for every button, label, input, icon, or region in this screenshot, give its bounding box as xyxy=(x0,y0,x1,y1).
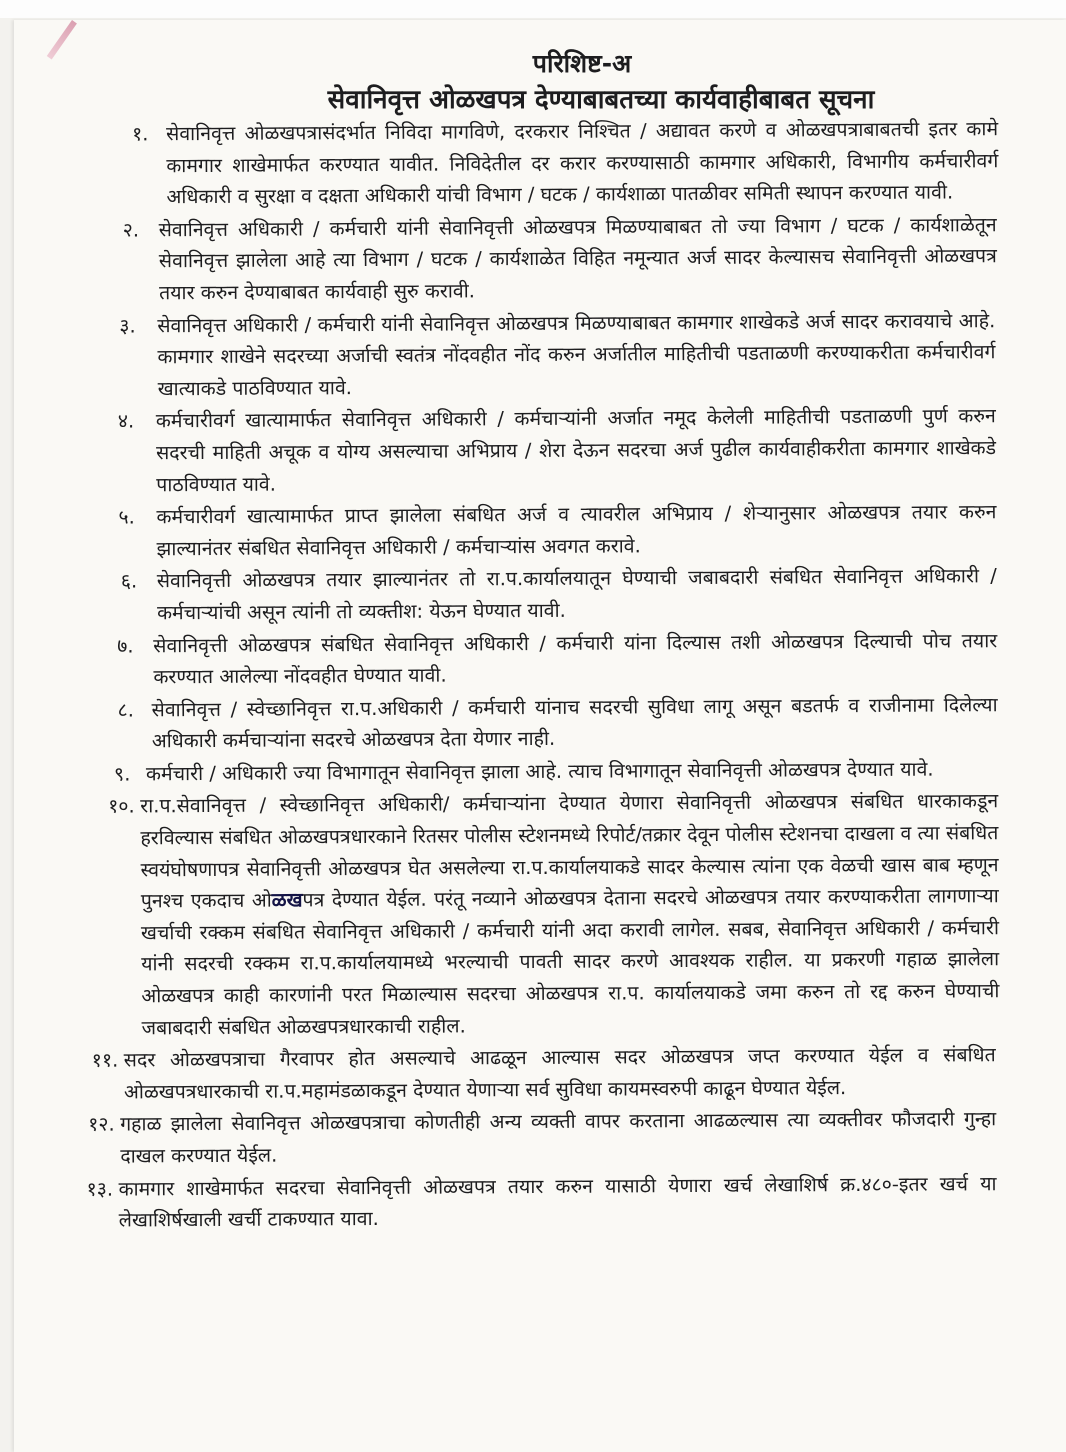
main-title: सेवानिवृत्त ओळखपत्र देण्याबाबतच्या कार्यवाहीबाबत सूचना xyxy=(327,85,875,115)
item-number: ८. xyxy=(117,698,135,722)
list-item xyxy=(3,624,1066,694)
page-top-edge xyxy=(0,0,1066,18)
item-text-part: रा.प.सेवानिवृत्त / स्वेच्छानिवृत्त अधिकारी/ कर्मचाऱ्यांना देण्यात येणारा सेवानिवृत्ती ओळखपत्र संबधित धारकाकडून हरविल्यास संबधित ओळखपत्रधारकाने रितसर पोलीस स्टेशनमध्ये रिपोर्ट/तक्रार देवून पोलीस स्टेशनचा दाखला व त्या संबधित स्वयंघोषणापत्र सेवानिवृत्ती ओळखपत्र घेत असलेल्या रा.प.कार्यालयाकडे सादर केल्यास त्यांना एक वेळची खास बाब म्हणून पुनश्च एकदाच ओ xyxy=(140,789,999,913)
appendix-title: परिशिष्ट-अ xyxy=(532,49,632,78)
list-item xyxy=(4,688,1066,758)
item-text: सदर ओळखपत्राचा गैरवापर होत असल्याचे आढळून आल्यास सदर ओळखपत्र जप्त करण्यात येईल व संबधित ओळखपत्रधारकाची रा.प.महामंडळाकडून देण्यात येणाऱ्या सर्व सुविधा कायमस्वरुपी काढून घेण्यात येईल. xyxy=(123,1043,996,1104)
list-item xyxy=(4,785,1066,1044)
item-number: ९. xyxy=(113,762,131,786)
item-text: सेवानिवृत्ती ओळखपत्र संबधित सेवानिवृत्त अधिकारी / कर्मचारी यांना दिल्यास तशी ओळखपत्र दिल्याची पोच तयार करण्यात आलेल्या नोंदवहीत घेण्यात यावी. xyxy=(153,628,998,689)
list-item xyxy=(1,304,1066,405)
item-number: १. xyxy=(132,122,149,146)
item-number: ३. xyxy=(119,313,136,338)
list-item xyxy=(6,1167,1066,1237)
list-item xyxy=(6,1103,1066,1173)
list-item xyxy=(1,209,1066,310)
item-number: १३. xyxy=(86,1177,114,1201)
item-number: ११. xyxy=(91,1048,119,1072)
item-text: कर्मचारी / अधिकारी ज्या विभागातून सेवानिवृत्त झाला आहे. त्याच विभागातून सेवानिवृत्ती ओळखपत्र देण्यात यावे. xyxy=(145,757,934,786)
list-item xyxy=(3,560,1066,630)
item-number: ४. xyxy=(117,409,135,433)
item-text: सेवानिवृत्त / स्वेच्छानिवृत्त रा.प.अधिकारी / कर्मचारी यांनाच सदरची सुविधा लागू असून बडतर्फ व राजीनामा दिलेल्या अधिकारी कर्मचाऱ्यांना सदरचे ओळखपत्र देता येणार नाही. xyxy=(151,692,998,753)
handwritten-correction: ळख xyxy=(271,888,303,912)
list-item xyxy=(0,113,1066,214)
item-number: ७. xyxy=(117,633,134,658)
item-number: ६. xyxy=(120,569,138,593)
item-text: कर्मचारीवर्ग खात्यामार्फत सेवानिवृत्त अधिकारी / कर्मचाऱ्यांनी अर्जात नमूद केलेली माहितीची पडताळणी पुर्ण करुन सदरची माहिती अचूक व योग्य असल्याचा अभिप्राय / शेरा देऊन सदरचा अर्ज पुढील कार्यवाहीकरीता कामगार शाखेकडे पाठविण्यात यावे. xyxy=(155,404,997,496)
list-item xyxy=(2,496,1066,566)
item-number: ५. xyxy=(118,505,135,529)
item-text: कामगार शाखेमार्फत सदरचा सेवानिवृत्ती ओळखपत्र तयार करुन यासाठी येणारा खर्च लेखाशिर्ष क्र.४८०-इतर खर्च या लेखाशिर्षखाली खर्ची टाकण्यात यावा. xyxy=(118,1171,997,1232)
item-text: कर्मचारीवर्ग खात्यामार्फत प्राप्त झालेला संबधित अर्ज व त्यावरील अभिप्राय / शेऱ्यानुसार ओळखपत्र तयार करुन झाल्यानंतर संबधित सेवानिवृत्त अधिकारी / कर्मचाऱ्यांस अवगत करावे. xyxy=(156,500,997,561)
item-text: सेवानिवृत्त ओळखपत्रासंदर्भात निविदा मागविणे, दरकरार निश्चित / अद्यावत करणे व ओळखपत्राबाबतची इतर कामे कामगार शाखेमार्फत करण्यात यावीत. निविदेतील दर करार करण्यासाठी कामगार अधिकारी, विभागीय कर्मचारीवर्ग अधिकारी व सुरक्षा व दक्षता अधिकारी यांची विभाग / घटक / कार्यशाळा पातळीवर समिती स्थापन करण्यात यावी. xyxy=(166,117,999,209)
item-text: गहाळ झालेला सेवानिवृत्त ओळखपत्राचा कोणतीही अन्य व्यक्ती वापर करताना आढळल्यास त्या व्यक्तीवर फौजदारी गुन्हा दाखल करण्यात येईल. xyxy=(120,1107,997,1168)
item-number: १०. xyxy=(108,794,135,819)
item-text: सेवानिवृत्त अधिकारी / कर्मचारी यांनी सेवानिवृत्त ओळखपत्र मिळण्याबाबत कामगार शाखेकडे अर्ज सादर करावयाचे आहे. कामगार शाखेने सदरच्या अर्जाची स्वतंत्र नोंदवहीत नोंद करुन अर्जातील माहितीची पडताळणी करण्याकरीता कर्मचारीवर्ग खात्याकडे पाठविण्यात यावे. xyxy=(157,308,996,401)
item-text xyxy=(140,786,1000,1044)
instructions-list xyxy=(0,113,1066,1238)
item-text-part: पत्र देण्यात येईल. परंतू नव्याने ओळखपत्र देताना सदरचे ओळखपत्र तयार करण्याकरीता लागणाऱ्या खर्चाची रक्कम संबधित सेवानिवृत्त अधिकारी / कर्मचारी यांनी अदा करावी लागेल. सबब, सेवानिवृत्त अधिकारी / कर्मचारी यांनी सदरची रक्कम रा.प.कार्यालयामध्ये भरल्याची पावती सादर करणे आवश्यक राहील. या प्रकरणी गहाळ झालेला ओळखपत्र काही कारणांनी परत मिळाल्यास सदरचा ओळखपत्र रा.प. कार्यालयाकडे जमा करुन तो रद्द करुन घेण्याची जबाबदारी संबधित ओळखपत्रधारकाची राहील. xyxy=(140,884,1000,1040)
list-item xyxy=(2,400,1066,501)
item-number: २. xyxy=(122,218,140,242)
list-item xyxy=(6,1039,1066,1109)
item-text: सेवानिवृत्त अधिकारी / कर्मचारी यांनी सेवानिवृत्ती ओळखपत्र मिळण्याबाबत तो ज्या विभाग / घटक / कार्यशाळेतून सेवानिवृत्त झालेला आहे त्या विभाग / घटक / कार्यशाळेत विहित नमून्यात अर्ज सादर केल्यासच सेवानिवृत्ती ओळखपत्र तयार करुन देण्याबाबत कार्यवाही सुरु करावी. xyxy=(158,212,997,305)
item-text: सेवानिवृत्ती ओळखपत्र तयार झाल्यानंतर तो रा.प.कार्यालयातून घेण्याची जबाबदारी संबधित सेवानिवृत्त अधिकारी / कर्मचाऱ्यांची असून त्यांनी तो व्यक्तीश: येऊन घेण्यात यावी. xyxy=(156,564,997,625)
item-number: १२. xyxy=(88,1112,115,1137)
list-item xyxy=(4,753,1066,791)
